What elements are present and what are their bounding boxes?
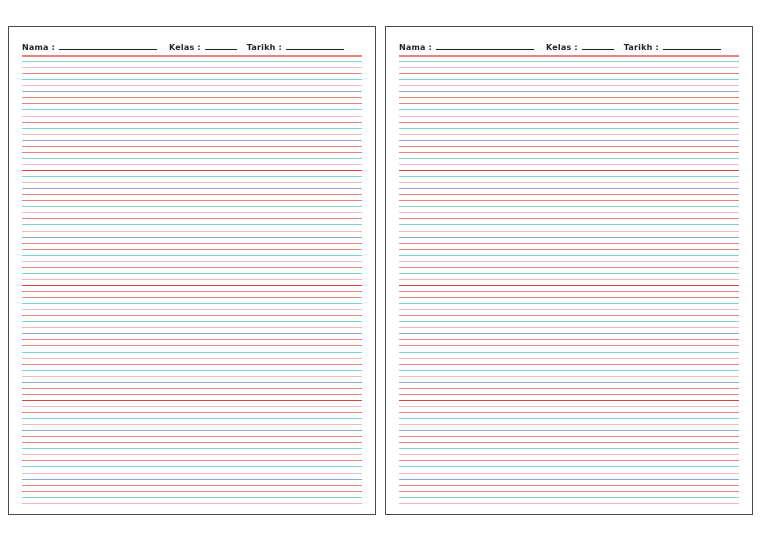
writing-guide-line bbox=[22, 231, 362, 232]
writing-guide-line bbox=[22, 109, 362, 110]
writing-guide-line bbox=[399, 315, 739, 316]
writing-guide-line bbox=[399, 79, 739, 80]
writing-guide-line bbox=[22, 382, 362, 383]
writing-guide-line bbox=[399, 479, 739, 480]
writing-guide-line bbox=[399, 218, 739, 219]
writing-guide-line bbox=[399, 327, 739, 328]
writing-guide-line bbox=[22, 73, 362, 74]
writing-guide-line bbox=[22, 339, 362, 340]
writing-guide-line bbox=[399, 261, 739, 262]
worksheet-left bbox=[8, 26, 376, 515]
writing-guide-line bbox=[22, 430, 362, 431]
writing-guide-line bbox=[399, 176, 739, 177]
writing-guide-line bbox=[22, 479, 362, 480]
writing-guide-line bbox=[22, 79, 362, 80]
writing-guide-line bbox=[22, 364, 362, 365]
writing-guide-line bbox=[399, 503, 739, 504]
writing-guide-line bbox=[22, 376, 362, 377]
class-blank-line[interactable] bbox=[582, 48, 614, 50]
writing-guide-line bbox=[22, 315, 362, 316]
writing-guide-line bbox=[22, 224, 362, 225]
writing-guide-line bbox=[22, 273, 362, 274]
writing-guide-line bbox=[399, 188, 739, 189]
writing-guide-line bbox=[399, 400, 739, 401]
writing-guide-line bbox=[399, 273, 739, 274]
writing-guide-line bbox=[399, 436, 739, 437]
writing-guide-line bbox=[22, 218, 362, 219]
writing-guide-line bbox=[399, 194, 739, 195]
writing-guide-line bbox=[22, 103, 362, 104]
writing-guide-line bbox=[22, 285, 362, 286]
writing-guide-line bbox=[399, 158, 739, 159]
writing-guide-line bbox=[399, 85, 739, 86]
writing-guide-line bbox=[22, 134, 362, 135]
writing-guide-line bbox=[22, 176, 362, 177]
writing-guide-line bbox=[22, 303, 362, 304]
writing-guide-line bbox=[399, 200, 739, 201]
writing-guide-line bbox=[399, 255, 739, 256]
writing-lines-area bbox=[399, 55, 739, 504]
writing-guide-line bbox=[399, 339, 739, 340]
writing-guide-line bbox=[22, 406, 362, 407]
writing-guide-line bbox=[399, 55, 739, 57]
writing-guide-line bbox=[399, 116, 739, 117]
writing-guide-line bbox=[399, 382, 739, 383]
writing-guide-line bbox=[399, 352, 739, 353]
writing-guide-line bbox=[22, 388, 362, 389]
writing-guide-line bbox=[399, 182, 739, 183]
writing-guide-line bbox=[22, 85, 362, 86]
writing-guide-line bbox=[22, 55, 362, 57]
writing-guide-line bbox=[399, 291, 739, 292]
writing-guide-line bbox=[399, 97, 739, 98]
writing-guide-line bbox=[399, 309, 739, 310]
writing-guide-line bbox=[399, 140, 739, 141]
writing-guide-line bbox=[399, 412, 739, 413]
writing-guide-line bbox=[22, 448, 362, 449]
writing-guide-line bbox=[22, 194, 362, 195]
writing-guide-line bbox=[22, 321, 362, 322]
class-label: Kelas : bbox=[546, 43, 578, 52]
writing-guide-line bbox=[399, 321, 739, 322]
writing-guide-line bbox=[399, 231, 739, 232]
writing-guide-line bbox=[22, 297, 362, 298]
writing-guide-line bbox=[22, 352, 362, 353]
writing-guide-line bbox=[399, 442, 739, 443]
writing-guide-line bbox=[399, 267, 739, 268]
writing-guide-line bbox=[22, 394, 362, 395]
writing-guide-line bbox=[399, 134, 739, 135]
writing-guide-line bbox=[399, 303, 739, 304]
writing-guide-line bbox=[22, 140, 362, 141]
writing-guide-line bbox=[22, 466, 362, 467]
writing-guide-line bbox=[399, 485, 739, 486]
writing-guide-line bbox=[399, 206, 739, 207]
writing-guide-line bbox=[22, 400, 362, 401]
writing-guide-line bbox=[399, 448, 739, 449]
writing-guide-line bbox=[399, 103, 739, 104]
writing-guide-line bbox=[22, 418, 362, 419]
writing-guide-line bbox=[399, 91, 739, 92]
writing-guide-line bbox=[22, 485, 362, 486]
writing-guide-line bbox=[22, 454, 362, 455]
name-label: Nama : bbox=[22, 43, 56, 52]
writing-guide-line bbox=[22, 370, 362, 371]
writing-guide-line bbox=[399, 67, 739, 68]
writing-guide-line bbox=[22, 243, 362, 244]
writing-guide-line bbox=[22, 412, 362, 413]
writing-guide-line bbox=[22, 460, 362, 461]
writing-guide-line bbox=[399, 279, 739, 280]
writing-guide-line bbox=[399, 122, 739, 123]
writing-guide-line bbox=[22, 424, 362, 425]
worksheet-header bbox=[399, 40, 739, 52]
writing-guide-line bbox=[22, 67, 362, 68]
writing-guide-line bbox=[22, 237, 362, 238]
writing-guide-line bbox=[22, 442, 362, 443]
writing-guide-line bbox=[399, 164, 739, 165]
name-blank-line[interactable] bbox=[59, 48, 157, 50]
name-label: Nama : bbox=[399, 43, 433, 52]
writing-guide-line bbox=[399, 370, 739, 371]
writing-guide-line bbox=[22, 206, 362, 207]
writing-guide-line bbox=[22, 327, 362, 328]
writing-guide-line bbox=[399, 406, 739, 407]
date-blank-line[interactable] bbox=[286, 48, 344, 50]
writing-guide-line bbox=[22, 122, 362, 123]
writing-guide-line bbox=[399, 358, 739, 359]
writing-guide-line bbox=[22, 333, 362, 334]
writing-guide-line bbox=[399, 224, 739, 225]
writing-guide-line bbox=[22, 255, 362, 256]
class-blank-line[interactable] bbox=[205, 48, 237, 50]
writing-guide-line bbox=[399, 460, 739, 461]
worksheet-right bbox=[385, 26, 753, 515]
worksheet-header bbox=[22, 40, 362, 52]
class-label: Kelas : bbox=[169, 43, 201, 52]
writing-guide-line bbox=[22, 358, 362, 359]
writing-guide-line bbox=[22, 473, 362, 474]
writing-guide-line bbox=[399, 73, 739, 74]
writing-guide-line bbox=[399, 364, 739, 365]
writing-guide-line bbox=[399, 491, 739, 492]
writing-guide-line bbox=[22, 291, 362, 292]
writing-guide-line bbox=[22, 116, 362, 117]
writing-guide-line bbox=[399, 497, 739, 498]
writing-guide-line bbox=[399, 297, 739, 298]
writing-guide-line bbox=[399, 430, 739, 431]
writing-guide-line bbox=[22, 97, 362, 98]
writing-guide-line bbox=[22, 200, 362, 201]
writing-guide-line bbox=[22, 491, 362, 492]
writing-guide-line bbox=[399, 61, 739, 62]
writing-guide-line bbox=[22, 164, 362, 165]
writing-guide-line bbox=[399, 388, 739, 389]
writing-guide-line bbox=[22, 279, 362, 280]
writing-guide-line bbox=[22, 152, 362, 153]
writing-guide-line bbox=[399, 345, 739, 346]
writing-guide-line bbox=[399, 212, 739, 213]
writing-guide-line bbox=[22, 182, 362, 183]
writing-guide-line bbox=[399, 333, 739, 334]
writing-guide-line bbox=[22, 436, 362, 437]
writing-guide-line bbox=[22, 345, 362, 346]
writing-guide-line bbox=[22, 249, 362, 250]
date-label: Tarikh : bbox=[246, 43, 282, 52]
writing-guide-line bbox=[399, 249, 739, 250]
writing-guide-line bbox=[399, 466, 739, 467]
writing-guide-line bbox=[399, 394, 739, 395]
writing-guide-line bbox=[22, 212, 362, 213]
writing-guide-line bbox=[22, 128, 362, 129]
writing-guide-line bbox=[399, 146, 739, 147]
writing-guide-line bbox=[399, 243, 739, 244]
writing-guide-line bbox=[22, 261, 362, 262]
writing-guide-line bbox=[399, 418, 739, 419]
name-blank-line[interactable] bbox=[436, 48, 534, 50]
writing-guide-line bbox=[399, 237, 739, 238]
writing-guide-line bbox=[22, 497, 362, 498]
writing-guide-line bbox=[22, 91, 362, 92]
writing-guide-line bbox=[22, 309, 362, 310]
writing-lines-area bbox=[22, 55, 362, 504]
writing-guide-line bbox=[399, 424, 739, 425]
writing-guide-line bbox=[399, 128, 739, 129]
writing-guide-line bbox=[399, 152, 739, 153]
writing-guide-line bbox=[22, 503, 362, 504]
writing-guide-line bbox=[22, 188, 362, 189]
writing-guide-line bbox=[22, 267, 362, 268]
writing-guide-line bbox=[22, 170, 362, 171]
writing-guide-line bbox=[399, 473, 739, 474]
writing-guide-line bbox=[22, 61, 362, 62]
writing-guide-line bbox=[399, 109, 739, 110]
date-blank-line[interactable] bbox=[663, 48, 721, 50]
writing-guide-line bbox=[399, 376, 739, 377]
writing-guide-line bbox=[399, 170, 739, 171]
writing-guide-line bbox=[399, 454, 739, 455]
writing-guide-line bbox=[22, 146, 362, 147]
writing-guide-line bbox=[22, 158, 362, 159]
date-label: Tarikh : bbox=[623, 43, 659, 52]
writing-guide-line bbox=[399, 285, 739, 286]
